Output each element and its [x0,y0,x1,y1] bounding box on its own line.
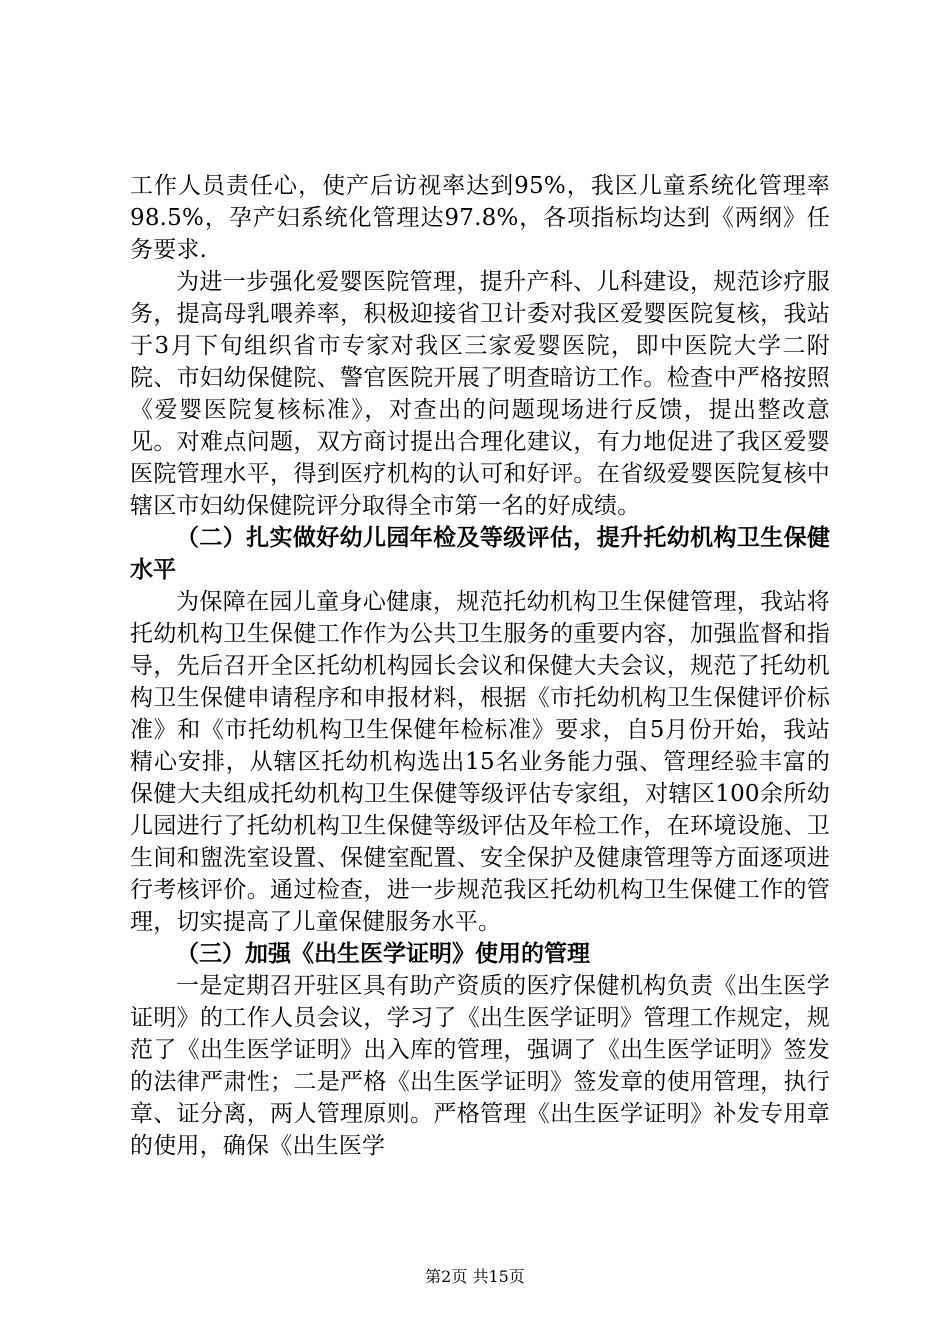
paragraph-birth-certificate: 一是定期召开驻区具有助产资质的医疗保健机构负责《出生医学证明》的工作人员会议，学习了《出生医学证明》管理工作规定，规范了《出生医学证明》出入库的管理，强调了《出生医学证明》签发的法律严肃性；二是严格《出生医学证明》签发章的使用管理，执行章、证分离，两人管理原则。严格管理《出生医学证明》补发专用章的使用，确保《出生医学 [130,973,830,1159]
section-heading-birth-certificate: （三）加强《出生医学证明》使用的管理 [176,941,590,967]
paragraph-continued: 工作人员责任心，使产后访视率达到95%，我区儿童系统化管理率98.5%，孕产妇系统化管理达97.8%，各项指标均达到《两纲》任务要求. [130,173,830,263]
section-heading-kindergarten: （二）扎实做好幼儿园年检及等级评估，提升托幼机构卫生保健水平 [130,525,830,583]
document-body [130,170,830,1162]
paragraph-kindergarten-health: 为保障在园儿童身心健康，规范托幼机构卫生保健管理，我站将托幼机构卫生保健工作作为公共卫生服务的重要内容，加强监督和指导，先后召开全区托幼机构园长会议和保健大夫会议，规范了托幼机构卫生保健申请程序和申报材料，根据《市托幼机构卫生保健评价标准》和《市托幼机构卫生保健年检标准》要求，自5月份开始，我站精心安排，从辖区托幼机构选出15名业务能力强、管理经验丰富的保健大夫组成托幼机构卫生保健等级评估专家组，对辖区100余所幼儿园进行了托幼机构卫生保健等级评估及年检工作，在环境设施、卫生间和盥洗室设置、保健室配置、安全保护及健康管理等方面逐项进行考核评价。通过检查，进一步规范我区托幼机构卫生保健工作的管理，切实提高了儿童保健服务水平。 [130,589,830,935]
page-footer: 第2页 共15页 [425,1267,525,1286]
paragraph-baby-friendly-hospital: 为进一步强化爱婴医院管理，提升产科、儿科建设，规范诊疗服务，提高母乳喂养率，积极迎接省卫计委对我区爱婴医院复核，我站于3月下旬组织省市专家对我区三家爱婴医院，即中医院大学二附院、市妇幼保健院、警官医院开展了明查暗访工作。检查中严格按照《爱婴医院复核标准》，对查出的问题现场进行反馈，提出整改意见。对难点问题，双方商讨提出合理化建议，有力地促进了我区爱婴医院管理水平，得到医疗机构的认可和好评。在省级爱婴医院复核中辖区市妇幼保健院评分取得全市第一名的好成绩。 [130,269,830,519]
